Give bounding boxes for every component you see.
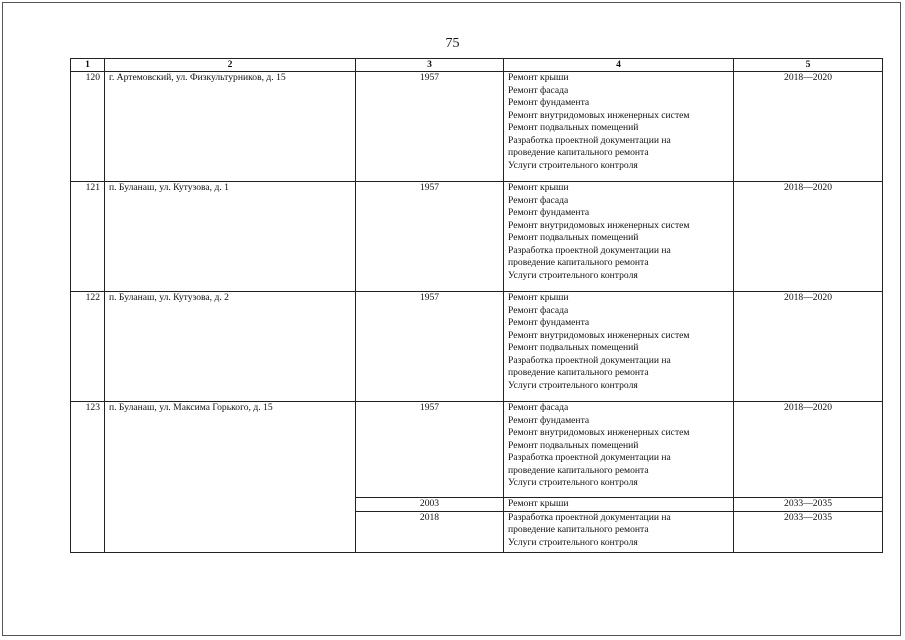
row-works bbox=[504, 292, 734, 402]
table-row bbox=[71, 402, 883, 498]
row-period: 2018—2020 bbox=[734, 292, 883, 402]
work-item: Разработка проектной документации на bbox=[508, 511, 671, 523]
work-item: Ремонт внутридомовых инженерных систем bbox=[508, 109, 690, 121]
row-address: п. Буланаш, ул. Кутузова, д. 1 bbox=[105, 182, 356, 292]
header-col-works: 4 bbox=[504, 59, 734, 72]
work-item: Ремонт фасада bbox=[508, 304, 569, 316]
work-item: Ремонт внутридомовых инженерных систем bbox=[508, 219, 690, 231]
header-col-year: 3 bbox=[356, 59, 504, 72]
work-item: Ремонт фундамента bbox=[508, 207, 590, 218]
table-header-row bbox=[71, 59, 883, 72]
row-address: г. Артемовский, ул. Физкультурников, д. 15 bbox=[105, 72, 356, 182]
work-item: Ремонт подвальных помещений bbox=[508, 122, 639, 133]
work-item: Услуги строительного контроля bbox=[508, 536, 638, 548]
work-item: Ремонт подвальных помещений bbox=[508, 232, 639, 243]
work-item: проведение капитального ремонта bbox=[508, 464, 649, 476]
work-item: Разработка проектной документации на bbox=[508, 134, 671, 146]
table-row bbox=[71, 292, 883, 402]
work-item: Услуги строительного контроля bbox=[508, 477, 638, 488]
work-item: Разработка проектной документации на bbox=[508, 354, 671, 366]
work-item: Ремонт внутридомовых инженерных систем bbox=[508, 427, 690, 438]
row-address: п. Буланаш, ул. Кутузова, д. 2 bbox=[105, 292, 356, 402]
row-address: п. Буланаш, ул. Максима Горького, д. 15 bbox=[105, 402, 356, 553]
row-works bbox=[504, 72, 734, 182]
work-item: Ремонт крыши bbox=[508, 498, 569, 509]
page-number: 75 bbox=[445, 36, 460, 51]
row-works bbox=[504, 402, 734, 498]
row-year: 2018 bbox=[356, 511, 504, 552]
row-works bbox=[504, 511, 734, 552]
table-row bbox=[71, 72, 883, 182]
row-period: 2018—2020 bbox=[734, 402, 883, 498]
work-item: Услуги строительного контроля bbox=[508, 159, 638, 171]
work-item: проведение капитального ремонта bbox=[508, 147, 649, 158]
work-item: Ремонт внутридомовых инженерных систем bbox=[508, 329, 690, 341]
work-item: Ремонт крыши bbox=[508, 292, 569, 303]
row-number: 123 bbox=[71, 402, 105, 553]
row-year: 1957 bbox=[356, 72, 504, 182]
work-item: проведение капитального ремонта bbox=[508, 524, 649, 535]
work-item: Ремонт крыши bbox=[508, 182, 569, 193]
row-period: 2018—2020 bbox=[734, 182, 883, 292]
row-year: 2003 bbox=[356, 498, 504, 512]
work-item: Ремонт фасада bbox=[508, 402, 569, 413]
work-item: Ремонт фундамента bbox=[508, 97, 590, 108]
work-item: Услуги строительного контроля bbox=[508, 379, 638, 391]
header-col-period: 5 bbox=[734, 59, 883, 72]
work-item: Разработка проектной документации на bbox=[508, 244, 671, 256]
table-row bbox=[71, 182, 883, 292]
work-item: Ремонт фасада bbox=[508, 194, 569, 206]
row-year: 1957 bbox=[356, 182, 504, 292]
row-number: 122 bbox=[71, 292, 105, 402]
row-period: 2033—2035 bbox=[734, 511, 883, 552]
work-item: Ремонт фундамента bbox=[508, 317, 590, 328]
work-item: проведение капитального ремонта bbox=[508, 367, 649, 378]
work-item: Ремонт подвальных помещений bbox=[508, 439, 639, 451]
row-period: 2033—2035 bbox=[734, 498, 883, 512]
work-item: Ремонт фасада bbox=[508, 84, 569, 96]
row-period: 2018—2020 bbox=[734, 72, 883, 182]
work-item: проведение капитального ремонта bbox=[508, 257, 649, 268]
row-number: 120 bbox=[71, 72, 105, 182]
header-col-number: 1 bbox=[71, 59, 105, 72]
work-item: Услуги строительного контроля bbox=[508, 269, 638, 281]
repair-schedule-table bbox=[70, 58, 883, 553]
row-number: 121 bbox=[71, 182, 105, 292]
row-works bbox=[504, 498, 734, 512]
work-item: Разработка проектной документации на bbox=[508, 452, 671, 463]
row-works bbox=[504, 182, 734, 292]
work-item: Ремонт фундамента bbox=[508, 414, 590, 426]
work-item: Ремонт крыши bbox=[508, 72, 569, 83]
work-item: Ремонт подвальных помещений bbox=[508, 342, 639, 353]
header-col-address: 2 bbox=[105, 59, 356, 72]
row-year: 1957 bbox=[356, 292, 504, 402]
row-year: 1957 bbox=[356, 402, 504, 498]
